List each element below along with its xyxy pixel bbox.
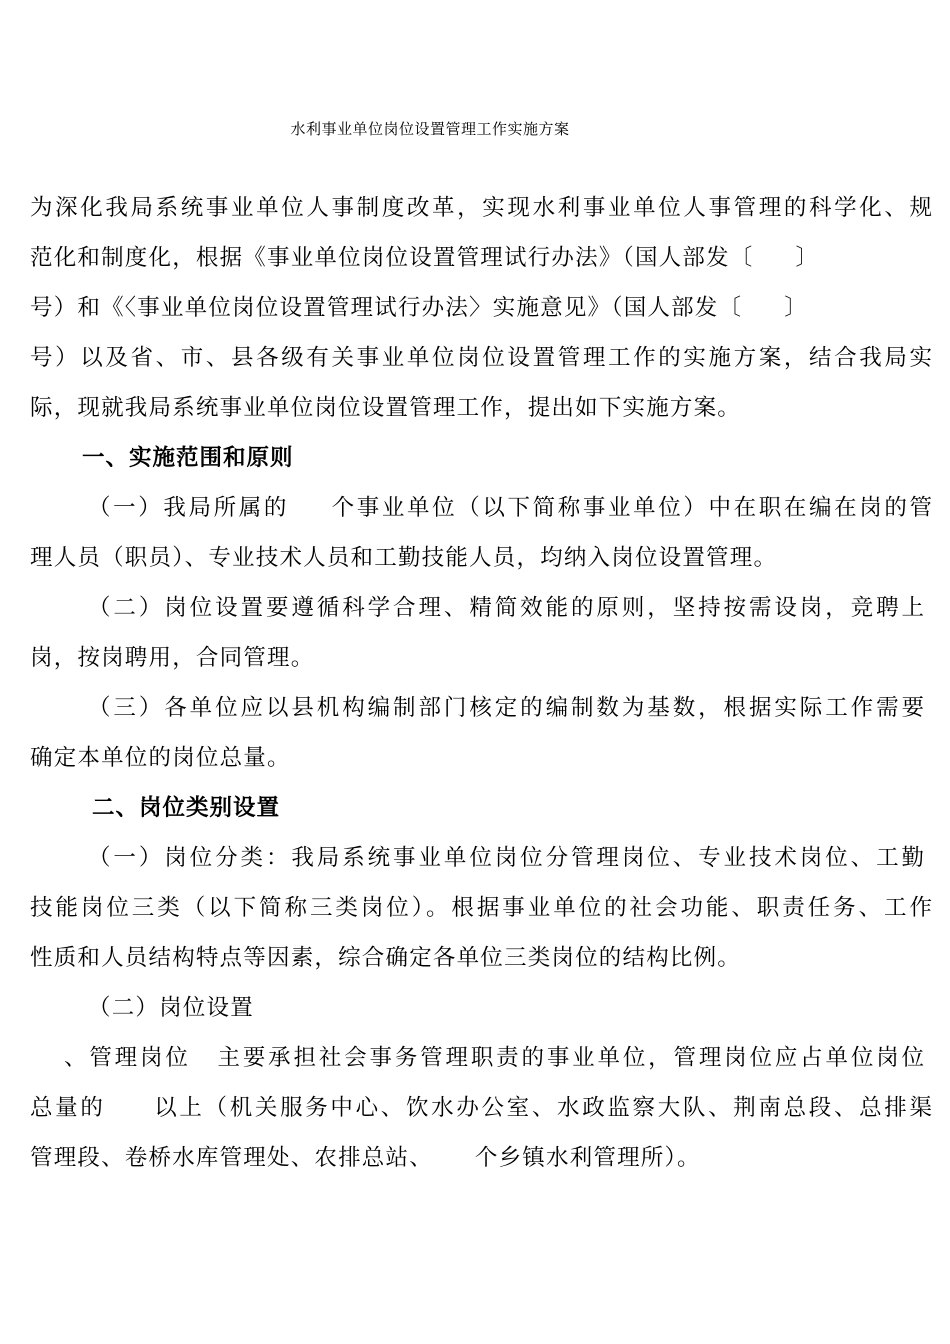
intro-line-4: 号）以及省、市、县各级有关事业单位岗位设置管理工作的实施方案，结合我局实 — [30, 345, 932, 371]
section-2-para-3-text-e: 管理段、卷桥水库管理处、农排总站、 — [30, 1145, 433, 1171]
section-1-para-3-line-1: （三）各单位应以县机构编制部门核定的编制数为基数，根据实际工作需要 — [88, 695, 924, 721]
section-1-para-1-line-2: 理人员（职员）、专业技术人员和工勤技能人员，均纳入岗位设置管理。 — [30, 545, 778, 571]
section-2-para-3-text-a: 、管理岗位 — [64, 1045, 191, 1071]
intro-line-2-text: 范化和制度化，根据《事业单位岗位设置管理试行办法》（国人部发〔 — [30, 245, 754, 271]
section-1-para-2-line-1: （二）岗位设置要遵循科学合理、精简效能的原则，坚持按需设岗，竞聘上 — [88, 595, 924, 621]
section-1-para-3-line-2: 确定本单位的岗位总量。 — [30, 745, 291, 771]
section-2-para-3-text-f: 个乡镇水利管理所）。 — [474, 1145, 701, 1171]
section-2-para-3-text-b: 主要承担社会事务管理职责的事业单位，管理岗位应占单位岗位 — [214, 1045, 924, 1071]
intro-line-3 — [30, 293, 808, 323]
section-1-para-1-line-1 — [88, 493, 932, 523]
intro-line-1: 为深化我局系统事业单位人事制度改革，实现水利事业单位人事管理的科学化、规 — [30, 195, 932, 221]
section-1-heading: 一、实施范围和原则 — [82, 445, 294, 471]
section-2-para-3-line-3 — [30, 1143, 701, 1173]
section-2-para-3-text-d: 以上（机关服务中心、饮水办公室、水政监察大队、荆南总段、总排渠 — [151, 1095, 932, 1121]
section-2-para-3-line-1 — [64, 1043, 924, 1073]
section-2-para-3-line-2 — [30, 1093, 932, 1123]
section-1-para-2-line-2: 岗，按岗聘用，合同管理。 — [30, 645, 315, 671]
section-1-para-1-text-a: （一）我局所属的 — [88, 495, 289, 521]
section-2-heading: 二、岗位类别设置 — [92, 795, 281, 821]
intro-line-3-text: 号）和《〈事业单位岗位设置管理试行办法〉实施意见》（国人部发〔 — [30, 295, 743, 321]
intro-line-2 — [30, 243, 819, 273]
section-2-para-2: （二）岗位设置 — [88, 995, 254, 1021]
intro-line-5: 际，现就我局系统事业单位岗位设置管理工作，提出如下实施方案。 — [30, 395, 742, 421]
section-2-para-3-text-c: 总量的 — [30, 1095, 106, 1121]
section-1-para-1-text-b: 个事业单位（以下简称事业单位）中在职在编在岗的管 — [329, 495, 932, 521]
section-2-para-1-line-2: 技能岗位三类（以下简称三类岗位）。根据事业单位的社会功能、职责任务、工作 — [30, 895, 932, 921]
intro-line-3-bracket: 〕 — [784, 295, 808, 321]
section-2-para-1-line-1: （一）岗位分类：我局系统事业单位岗位分管理岗位、专业技术岗位、工勤 — [88, 845, 924, 871]
section-2-para-1-line-3: 性质和人员结构特点等因素，综合确定各单位三类岗位的结构比例。 — [30, 945, 742, 971]
intro-line-2-bracket: 〕 — [795, 245, 820, 271]
document-title: 水利事业单位岗位设置管理工作实施方案 — [290, 120, 570, 138]
